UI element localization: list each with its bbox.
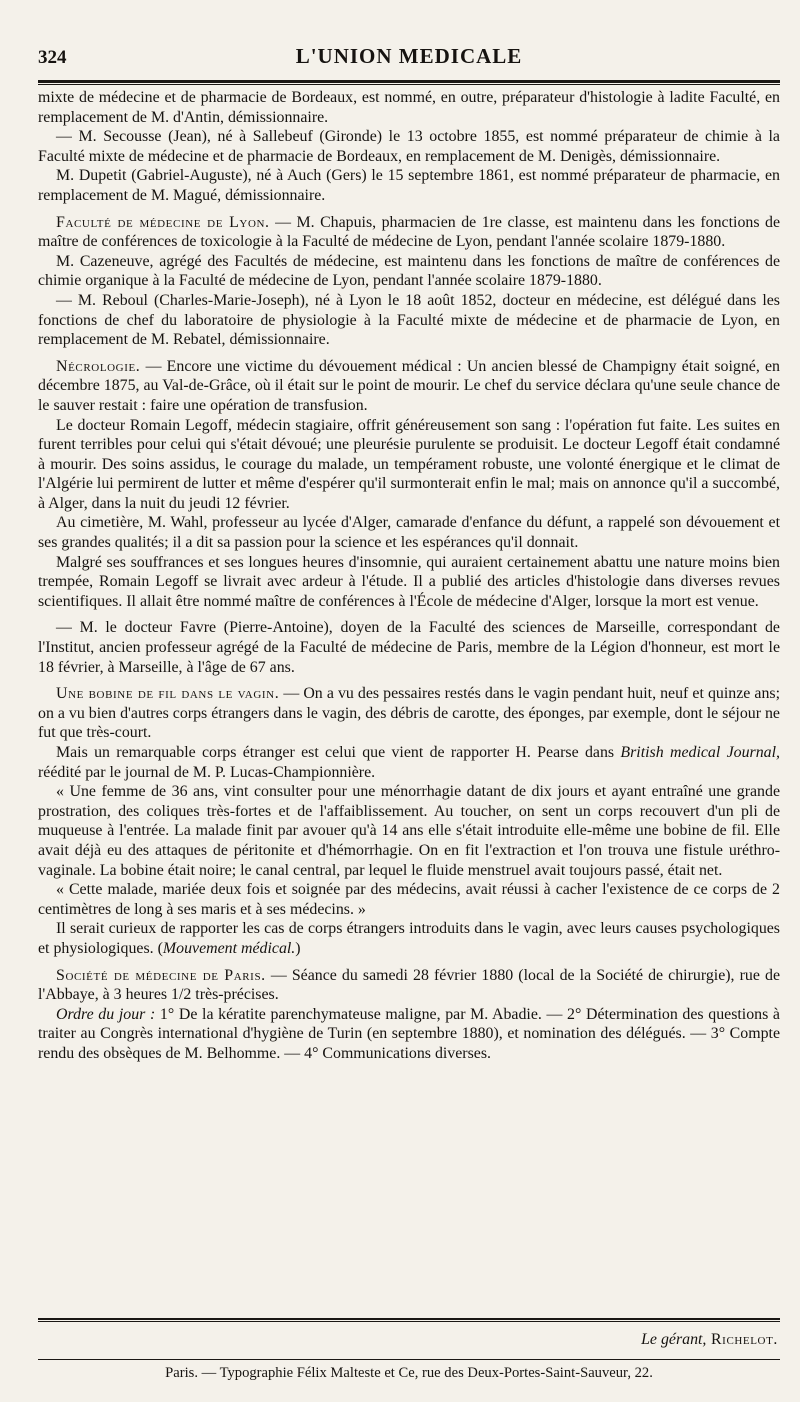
paragraph: M. Cazeneuve, agrégé des Facultés de médecine, est maintenu dans les fonctions de maître de conférences de chimie organique à la Faculté de médecine de Lyon, pendant l'année scolaire 1879-1880.: [38, 252, 780, 290]
paragraph: — M. Secousse (Jean), né à Sallebeuf (Gironde) le 13 octobre 1855, est nommé préparateur de chimie à la Faculté mixte de médecine et de pharmacie de Bordeaux, en remplacement de M. Denigès, démissionnaire.: [38, 128, 780, 165]
printer-imprint: Paris. — Typographie Félix Malteste et Ce, rue des Deux-Portes-Saint-Sauveur, 22.: [165, 1365, 653, 1381]
section-necrologie: [38, 357, 780, 416]
paragraph: Au cimetière, M. Wahl, professeur au lycée d'Alger, camarade d'enfance du défunt, a rappelé son dévouement et ses grandes qualités; il a dit sa passion pour la science et les espérances qu'il donnait.: [38, 514, 780, 552]
paragraph: mixte de médecine et de pharmacie de Bordeaux, est nommé, en outre, préparateur d'histologie à ladite Faculté, en remplacement de M. d'Antin, démissionnaire.: [38, 89, 780, 126]
journal-title: British medical Journal,: [620, 744, 780, 761]
header-rule: [38, 80, 780, 85]
section-heading: Faculté de médecine de Lyon.: [56, 213, 270, 231]
article-body: [38, 88, 780, 1064]
text-run: ): [295, 939, 301, 957]
paragraph: [38, 1005, 780, 1064]
section-societe: [38, 966, 780, 1005]
section-heading: Nécrologie.: [56, 357, 141, 375]
text-run: Mais un remarquable corps étranger est celui que vient de rapporter H. Pearse dans: [56, 744, 621, 761]
paragraph: [38, 743, 780, 782]
paragraph: « Cette malade, mariée deux fois et soignée par des médecins, avait réussi à cacher l'existence de ce corps de 2 centimètres de long à ses maris et à ses médecins. »: [38, 881, 780, 918]
paragraph: — M. le docteur Favre (Pierre-Antoine), doyen de la Faculté des sciences de Marseille, correspondant de l'Institut, ancien professeur agrégé de la Faculté de médecine de Paris, membre de la Légion d'honneur, est mort le 18 février, à Marseille, à l'âge de 67 ans.: [38, 619, 780, 676]
paragraph: M. Dupetit (Gabriel-Auguste), né à Auch (Gers) le 15 septembre 1861, est nommé préparateur de pharmacie, en remplacement de M. Magué, démissionnaire.: [38, 167, 780, 204]
running-title: L'UNION MEDICALE: [295, 44, 523, 68]
agenda-label: Ordre du jour :: [56, 1005, 156, 1023]
footer-rule: [38, 1318, 780, 1322]
paragraph: [38, 919, 780, 958]
text-run: Il serait curieux de rapporter les cas de corps étrangers introduits dans le vagin, avec leurs causes psychologiques et physiologiques. (: [38, 920, 780, 957]
section-heading: Une bobine de fil dans le vagin.: [56, 685, 280, 703]
paragraph: Malgré ses souffrances et ses longues heures d'insomnie, qui auraient certainement abattu une nature moins bien trempée, Romain Legoff se livrait avec ardeur à l'étude. Il a publié des articles d'histologie dans diverses revues scientifiques. Il allait être nommé maître de conférences à l'École de médecine d'Alger, lorsque la mort est venue.: [38, 553, 780, 610]
section-heading: Société de médecine de Paris.: [56, 966, 266, 984]
signature-name: Richelot.: [706, 1331, 778, 1348]
section-text: — Séance du samedi 28 février 1880 (local de la Société de chirurgie), rue de l'Abbaye, à 3 heures 1/2 très-précises.: [38, 966, 780, 1004]
page-number: 324: [38, 47, 67, 68]
paragraph: « Une femme de 36 ans, vint consulter pour une ménorrhagie datant de dix jours et ayant entraîné une grande prostration, des coliques très-fortes et de l'affaiblissement. Au toucher, on sent un corps recouvert d'un pli de muqueuse à l'entrée. La malade finit par avouer qu'à 14 ans elle s'était introduite elle-même une bobine de fil. Elle avait déjà eu des attaques de péritonite et d'hémorrhagie. On en fit l'extraction et l'on trouva une fistule uréthro-vaginale. La bobine était noire; le canal central, par lequel le fluide menstruel avait toujours passé, était net.: [38, 783, 780, 879]
agenda-text: 1° De la kératite parenchymateuse maligne, par M. Abadie. — 2° Détermination des questions à traiter au Congrès international d'hygiène de Turin (en septembre 1880), et nomination des délégués. — 3° Compte rendu des obsèques de M. Belhomme. — 4° Communications diverses.: [38, 1005, 780, 1062]
section-bobine: [38, 684, 780, 743]
page-header: [38, 44, 780, 74]
source-citation: Mouvement médical.: [162, 939, 296, 957]
imprint-rule: [38, 1359, 780, 1360]
signature-label: Le gérant,: [641, 1331, 707, 1348]
section-text: — M. Chapuis, pharmacien de 1re classe, est maintenu dans les fonctions de maître de conférences de toxicologie à la Faculté de médecine de Lyon, pendant l'année scolaire 1879-1880.: [38, 213, 780, 251]
text-run: réédité par le journal de M. P. Lucas-Championnière.: [38, 763, 376, 781]
section-text: — Encore une victime du dévouement médical : Un ancien blessé de Champigny était soigné, en décembre 1875, au Val-de-Grâce, où il était sur le point de mourir. Le chef du service déclara qu'une seule chance de le sauver restait : faire une opération de transfusion.: [38, 357, 780, 414]
paragraph: — M. Reboul (Charles-Marie-Joseph), né à Lyon le 18 août 1852, docteur en médecine, est délégué dans les fonctions de chef du laboratoire de physiologie à la Faculté mixte de médecine et de pharmacie de Lyon, en remplacement de M. Rebatel, démissionnaire.: [38, 291, 780, 349]
paragraph: Le docteur Romain Legoff, médecin stagiaire, offrit généreusement son sang : l'opération fut faite. Les suites en furent terribles pour celui qui s'était dévoué; une pleurésie purulente se produisit. Le docteur Legoff était condamné à mourir. Des soins assidus, le courage du malade, un tempérament robuste, une volonté énergique et le climat de l'Algérie lui permirent de lutter et même d'espérer qu'il surmonterait enfin le mal; mais on annonce qu'il a succombé, à Alger, dans la nuit du jeudi 12 février.: [38, 416, 780, 512]
section-text: — On a vu des pessaires restés dans le vagin pendant huit, neuf et quinze ans; on a vu bien d'autres corps étrangers dans le vagin, des débris de carotte, des éponges, par exemple, dont le séjour ne fut que très-court.: [38, 685, 780, 742]
section-faculte-lyon: [38, 213, 780, 252]
signature: [641, 1331, 778, 1349]
